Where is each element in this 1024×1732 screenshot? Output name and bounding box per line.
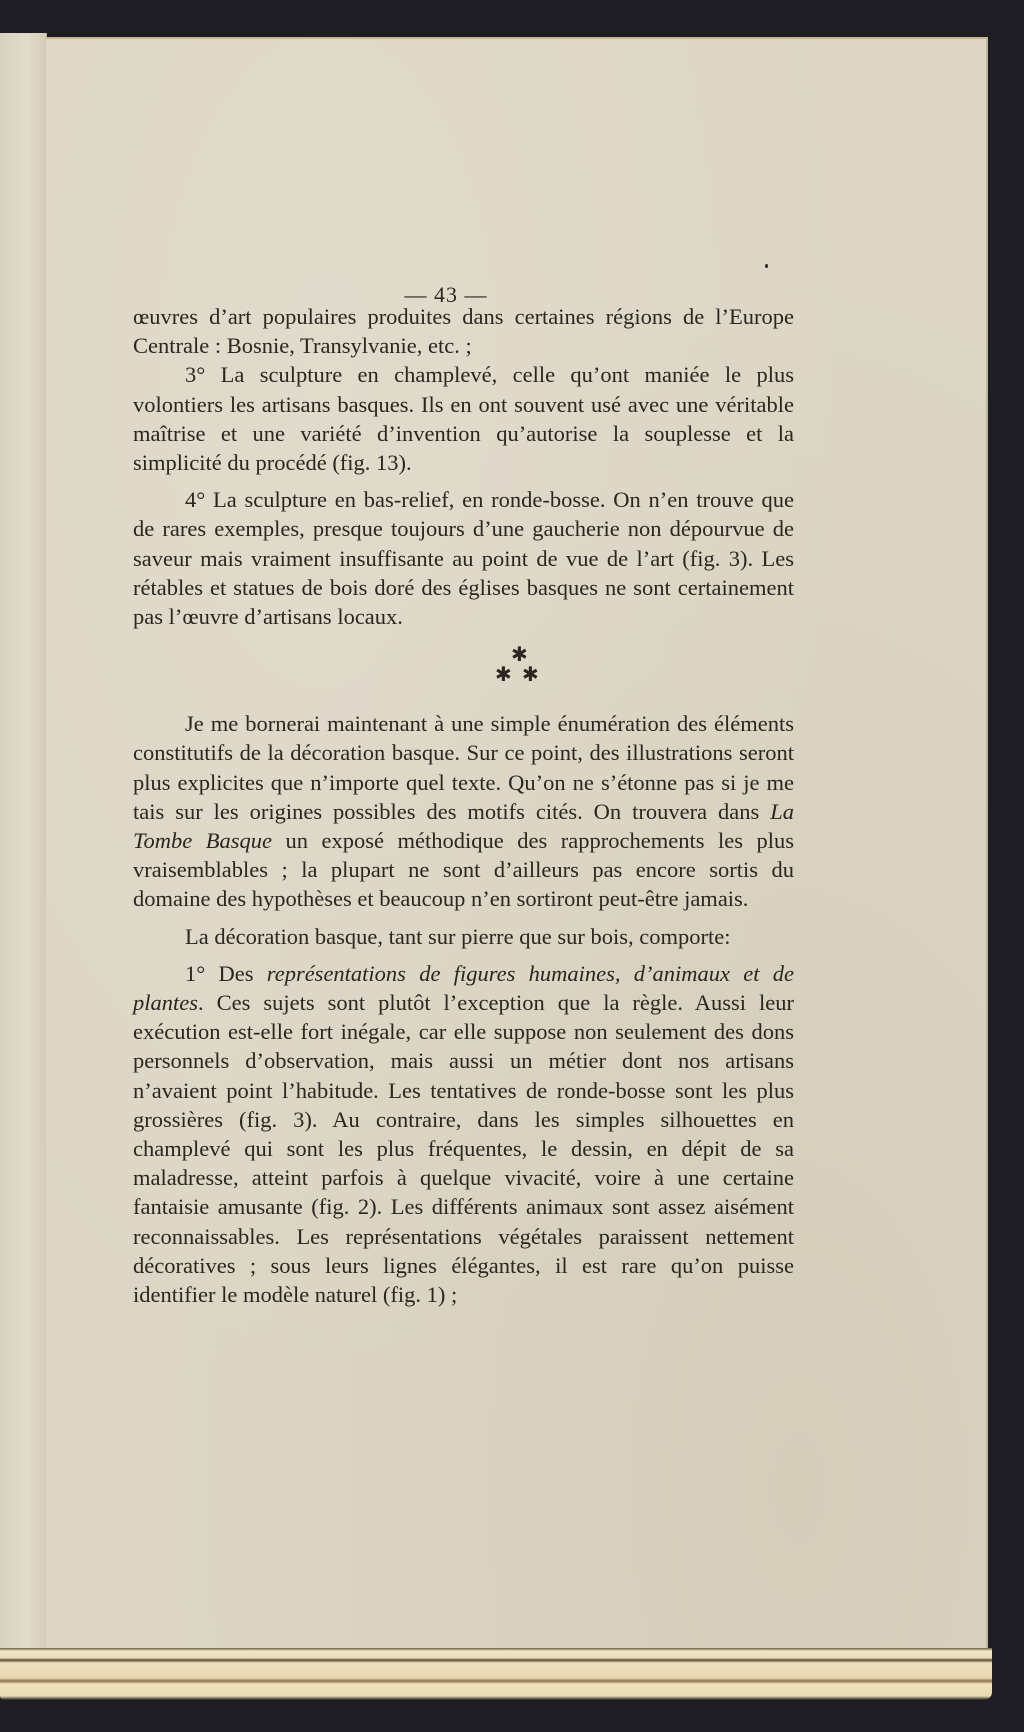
paragraph-text: Je me bornerai maintenant à une simple énumération des éléments constitutifs de la décoration basque. Sur ce point, des illustrations seront plus explicites que n’importe quel texte. Qu’on ne s’étonne pas si je me tais sur les origines possibles des motifs cités. On trouvera dans bbox=[133, 711, 794, 824]
book-page bbox=[46, 37, 988, 1649]
paragraph-item-3: 3° La sculpture en champlevé, celle qu’ont maniée le plus volontiers les artisans basques. Ils en ont souvent usé avec une véritable maîtrise et une variété d’invention qu’autorise la souplesse et la simplicité du procédé (fig. 13). bbox=[133, 362, 794, 476]
paragraph-enumeration-intro bbox=[133, 709, 794, 913]
paragraph-item-1 bbox=[133, 959, 794, 1309]
paragraph-decoration-intro: La décoration basque, tant sur pierre que sur bois, comporte: bbox=[185, 923, 731, 949]
previous-page-edge bbox=[0, 33, 47, 1653]
asterisk-icon: ✱ bbox=[495, 664, 512, 687]
ink-speck bbox=[765, 264, 768, 268]
book-title-la-tombe-basque: La Tombe Basque bbox=[133, 798, 794, 854]
page-number: — 43 — bbox=[404, 282, 488, 307]
page-stack-edge bbox=[0, 1648, 992, 1700]
paragraph-text: . Ces sujets sont plutôt l’exception que la règle. Aussi leur exécution est-elle fort inégale, car elle suppose non seulement des dons personnels d’observation, mais aussi un métier dont nos artisans n’avaient point l’habitude. Les tentatives de ronde-bosse sont les plus grossières (fig. 3). Au contraire, dans les simples silhouettes en champlevé qui sont les plus fréquentes, le dessin, en dépit de sa maladresse, atteint parfois à quelque vivacité, voire à une certaine fantaisie amusante (fig. 2). Les différents animaux sont assez aisément reconnaissables. Les représentations végétales paraissent nettement décoratives ; sous leurs lignes élégantes, il est rare qu’on puisse identifier le modèle naturel (fig. 1) ; bbox=[133, 990, 794, 1308]
item-lead: 1° Des bbox=[185, 960, 267, 986]
item-1-heading: représentations de figures humaines, d’animaux et de plantes bbox=[133, 960, 794, 1016]
asterisk-icon: ✱ bbox=[522, 664, 539, 687]
body-text bbox=[133, 302, 794, 1309]
paragraph-continuation: œuvres d’art populaires produites dans certaines régions de l’Europe Centrale : Bosnie, Transylvanie, etc. ; bbox=[133, 304, 794, 359]
paragraph-item-4: 4° La sculpture en bas-relief, en ronde-bosse. On n’en trouve que de rares exemples, presque toujours d’une gaucherie non dépourvue de saveur mais vraiment insuffisante au point de vue de l’art (fig. 3). Les rétables et statues de bois doré des églises basques ne sont certainement pas l’œuvre d’artisans locaux. bbox=[133, 487, 794, 630]
section-break-asterism bbox=[133, 639, 794, 709]
paragraph-text: un exposé méthodique des rapprochements les plus vraisemblables ; la plupart ne sont d’ailleurs pas encore sortis du domaine des hypothèses et beaucoup n’en sortiront peut-être jamais. bbox=[133, 828, 795, 912]
asterisk-icon: ✱ bbox=[511, 644, 528, 667]
